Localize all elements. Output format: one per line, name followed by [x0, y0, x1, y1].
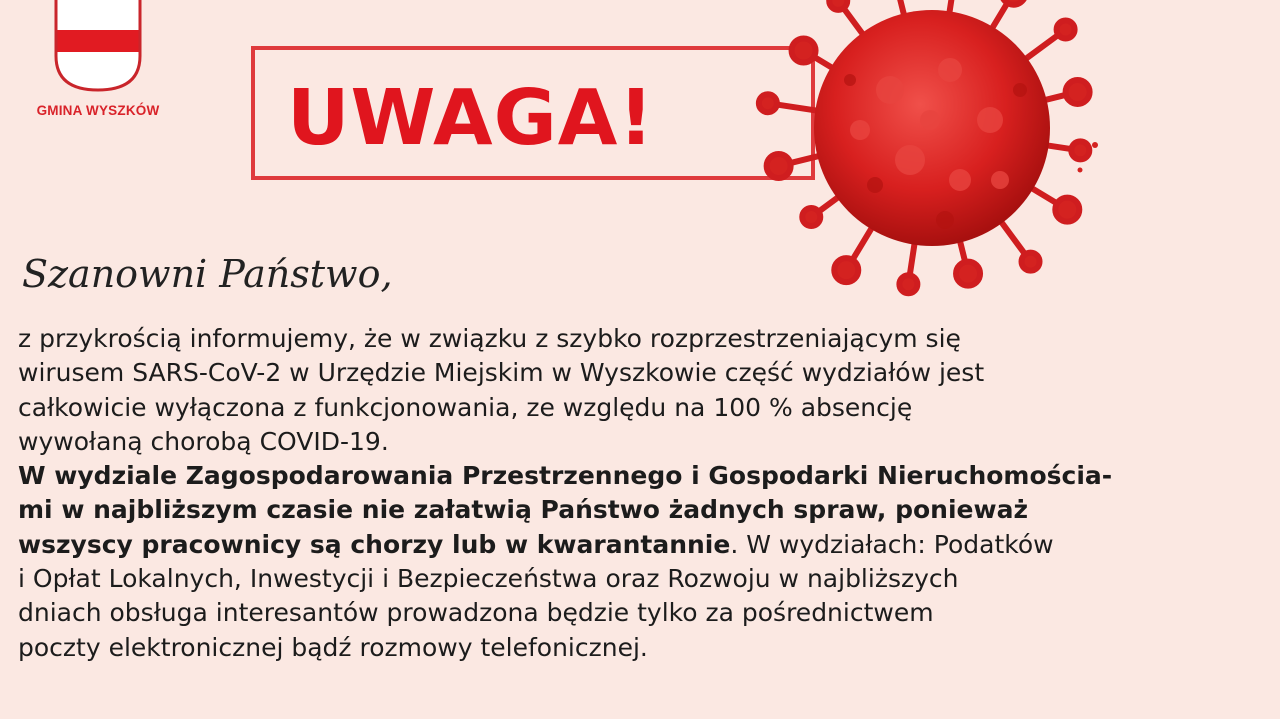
virus-spike-tip [1066, 80, 1090, 104]
banner-title: UWAGA! [287, 74, 655, 163]
virus-spike-tip [1002, 0, 1026, 5]
text-line-bold [18, 493, 1278, 527]
virus-spike-tip [899, 275, 917, 293]
text-line-mixed [18, 528, 1278, 562]
bold-text: W wydziale Zagospodarowania Przestrzennego i Gospodarki Nieruchomościa- [18, 461, 1113, 491]
bold-text: mi w najbliższym czasie nie załatwią Państwo żadnych spraw, ponieważ [18, 495, 1028, 525]
virus-spike-tip [1022, 253, 1040, 271]
greeting: Szanowni Państwo, [22, 252, 393, 296]
virus-spike-tip [1071, 141, 1089, 159]
bold-text: wszyscy pracownicy są chorzy lub w kwarantannie [18, 529, 731, 559]
coronavirus-icon [700, 0, 1120, 320]
text-line: wirusem SARS-CoV-2 w Urzędzie Miejskim w Wyszkowie część wydziałów jest [18, 358, 985, 388]
virus-spike-tip [759, 94, 777, 112]
text-line: całkowicie wyłączona z funkcjonowania, ze względu na 100 % absencję [18, 392, 913, 422]
virus-spike-tip [834, 258, 858, 282]
virus-spike-tip [956, 262, 980, 286]
virus-spike-tip [802, 208, 820, 226]
virus-spike-tip [767, 154, 791, 178]
text-line: i Opłat Lokalnych, Inwestycji i Bezpieczeństwa oraz Rozwoju w najbliższych [18, 564, 959, 594]
virus-spike-tip [1057, 20, 1075, 38]
text-line: z przykrością informujemy, że w związku z szybko rozprzestrzeniającym się [18, 324, 961, 353]
announcement-text [18, 322, 1278, 665]
gmina-crest-logo [54, 0, 142, 94]
virus-spike-tip [792, 39, 816, 63]
virus-spike-tip [829, 0, 847, 10]
logo-caption: GMINA WYSZKÓW [36, 103, 160, 118]
text-line: dniach obsługa interesantów prowadzona będzie tylko za pośrednictwem [18, 598, 934, 628]
text-line-bold [18, 459, 1278, 493]
regular-text: . W wydziałach: Podatków [730, 529, 1054, 559]
virus-spike-tip [1055, 198, 1079, 222]
text-line: wywołaną chorobą COVID-19. [18, 426, 389, 456]
text-line: poczty elektronicznej bądź rozmowy telefonicznej. [18, 632, 648, 662]
